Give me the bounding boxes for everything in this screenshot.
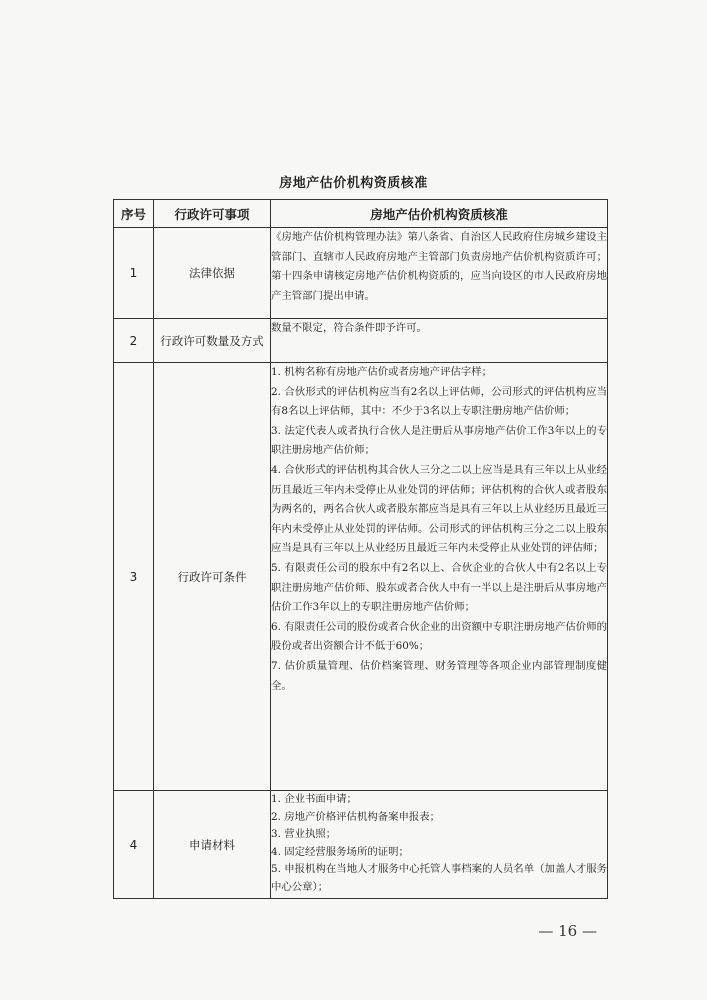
row-content xyxy=(271,319,608,363)
row-number: 3 xyxy=(114,363,154,791)
material-item: 5. 申报机构在当地人才服务中心托管人事档案的人员名单（加盖人才服务中心公章）； xyxy=(271,863,607,893)
condition-item: 2. 合伙形式的评估机构应当有2名以上评估师，公司形式的评估机构应当有8名以上评估师，其中：不少于3名以上专职注册房地产估价师； xyxy=(271,385,607,418)
material-item: 3. 营业执照； xyxy=(271,828,337,841)
material-item: 1. 企业书面申请； xyxy=(271,793,357,805)
qualification-table xyxy=(113,199,608,899)
content-paragraph: 数量不限定，符合条件即予许可。 xyxy=(271,322,427,334)
header-licensing-item: 行政许可事项 xyxy=(154,200,271,228)
row-number: 1 xyxy=(114,228,154,319)
row-item: 法律依据 xyxy=(154,228,271,319)
row-item: 行政许可数量及方式 xyxy=(154,319,271,363)
table-header-row xyxy=(114,200,608,228)
condition-item: 7. 估价质量管理、估价档案管理、财务管理等各项企业内部管理制度健全。 xyxy=(271,659,607,692)
row-content xyxy=(271,228,608,319)
table-row xyxy=(114,228,608,319)
condition-item: 1. 机构名称有房地产估价或者房地产评估字样； xyxy=(271,366,493,378)
document-title: 房地产估价机构资质核准 xyxy=(279,176,428,191)
header-serial-number: 序号 xyxy=(114,200,154,228)
content-paragraph: 《房地产估价机构管理办法》第八条省、自治区人民政府住房城乡建设主管部门、直辖市人民政府房地产主管部门负责房地产估价机构资质许可；第十四条申请核定房地产估价机构资质的，应当向设区的市人民政府房地产主管部门提出申请。 xyxy=(271,231,607,302)
row-item: 申请材料 xyxy=(154,791,271,899)
material-item: 4. 固定经营服务场所的证明； xyxy=(271,845,409,858)
condition-item: 6. 有限责任公司的股份或者合伙企业的出资额中专职注册房地产估价师的股份或者出资额合计不低于60%； xyxy=(271,620,607,653)
condition-item: 5. 有限责任公司的股东中有2名以上、合伙企业的合伙人中有2名以上专职注册房地产估价师、股东或者合伙人中有一半以上是注册后从事房地产估价工作3年以上的专职注册房地产估价师； xyxy=(271,561,607,614)
page-number: — 16 — xyxy=(538,922,597,940)
table-row xyxy=(114,791,608,899)
row-number: 4 xyxy=(114,791,154,899)
condition-item: 4. 合伙形式的评估机构其合伙人三分之二以上应当是具有三年以上从业经历且最近三年内未受停止从业处罚的评估师；评估机构的合伙人或者股东为两名的，两名合伙人或者股东都应当是具有三年以上从业经历且最近三年内未受停止从业处罚的评估师。公司形式的评估机构三分之二以上股东应当是具有三年以上从业经历且最近三年内未受停止从业处罚的评估师； xyxy=(271,463,607,555)
row-item: 行政许可条件 xyxy=(154,363,271,791)
row-content xyxy=(271,791,608,899)
header-qualification: 房地产估价机构资质核准 xyxy=(271,200,608,228)
condition-item: 3. 法定代表人或者执行合伙人是注册后从事房地产估价工作3年以上的专职注册房地产估价师； xyxy=(271,424,607,457)
row-content xyxy=(271,363,608,791)
table-row xyxy=(114,319,608,363)
material-item: 2. 房地产价格评估机构备案申报表； xyxy=(271,810,441,823)
table-row xyxy=(114,363,608,791)
row-number: 2 xyxy=(114,319,154,363)
